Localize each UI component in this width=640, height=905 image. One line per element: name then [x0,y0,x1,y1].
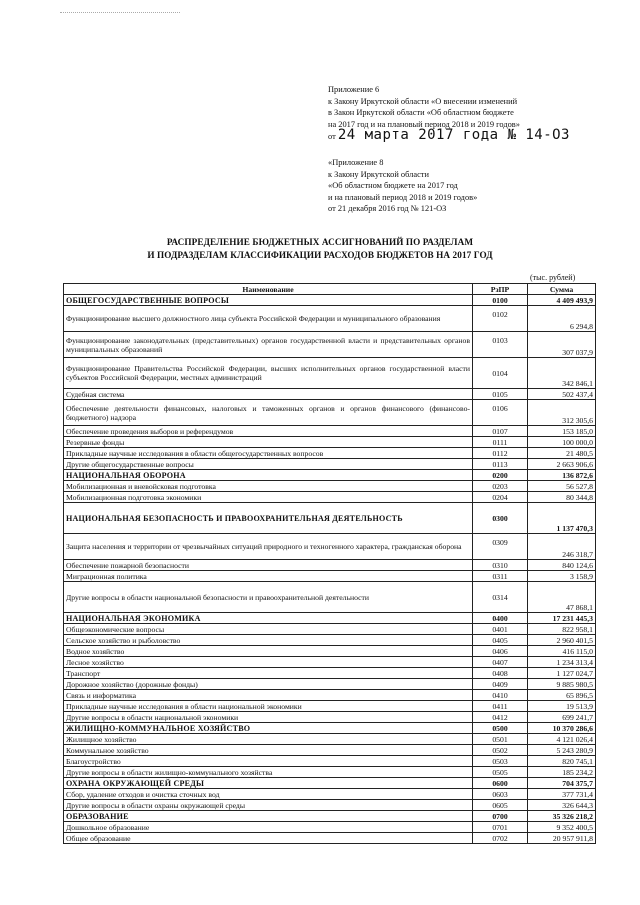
row-name: Связь и информатика [64,690,473,701]
annex-date-handwritten: 24 марта 2017 года № 14-ОЗ [337,127,570,144]
table-row [64,624,596,635]
row-sum: 56 527,8 [528,481,596,492]
row-name: Судебная система [64,389,473,400]
row-sum: 19 513,9 [528,701,596,712]
row-sum: 20 957 911,8 [528,833,596,844]
row-name: Дорожное хозяйство (дорожные фонды) [64,679,473,690]
section-row [64,295,596,306]
table-row [64,745,596,756]
row-name: Обеспечение пожарной безопасности [64,560,473,571]
table-row [64,657,596,668]
row-sum: 312 305,6 [528,400,596,426]
row-code: 0111 [473,437,528,448]
annex-line: Приложение 6 [328,85,380,94]
row-code: 0105 [473,389,528,400]
document-title [40,236,600,262]
annex-line: на 2017 год и на плановый период 2018 и 2019 годов» [328,119,520,129]
row-name: ЖИЛИЩНО-КОММУНАЛЬНОЕ ХОЗЯЙСТВО [64,723,473,734]
row-name: Жилищное хозяйство [64,734,473,745]
row-name: Дошкольное образование [64,822,473,833]
row-sum: 1 234 313,4 [528,657,596,668]
table-row [64,400,596,426]
table-row [64,534,596,560]
row-name: Прикладные научные исследования в области национальной экономики [64,701,473,712]
row-name: ОБРАЗОВАНИЕ [64,811,473,822]
row-name: Лесное хозяйство [64,657,473,668]
row-code: 0605 [473,800,528,811]
row-name: ОБЩЕГОСУДАРСТВЕННЫЕ ВОПРОСЫ [64,295,473,306]
row-name: НАЦИОНАЛЬНАЯ ЭКОНОМИКА [64,613,473,624]
table-row [64,389,596,400]
column-header-code: РзПР [473,284,528,295]
row-sum: 704 375,7 [528,778,596,789]
row-sum: 822 958,1 [528,624,596,635]
units-label: (тыс. рублей) [530,273,576,282]
row-name: Функционирование высшего должностного лица субъекта Российской Федерации и муниципального образования [64,306,473,332]
row-sum: 3 158,9 [528,571,596,582]
annex-line: к Закону Иркутской области «О внесении изменений [328,96,518,106]
annex-line: к Закону Иркутской области [328,169,429,179]
row-sum: 2 663 906,6 [528,459,596,470]
row-sum: 2 960 401,5 [528,635,596,646]
row-sum: 100 000,0 [528,437,596,448]
annex-date [328,127,628,144]
row-code: 0500 [473,723,528,734]
row-code: 0311 [473,571,528,582]
row-sum: 246 318,7 [528,534,596,560]
row-name: Мобилизационная и вневойсковая подготовка [64,481,473,492]
row-code: 0104 [473,358,528,389]
row-name: Коммунальное хозяйство [64,745,473,756]
row-name: Обеспечение проведения выборов и референдумов [64,426,473,437]
row-code: 0200 [473,470,528,481]
row-sum: 5 243 280,9 [528,745,596,756]
row-code: 0600 [473,778,528,789]
column-header-name: Наименование [64,284,473,295]
row-name: Другие общегосударственные вопросы [64,459,473,470]
row-code: 0314 [473,582,528,613]
table-row [64,582,596,613]
section-row [64,470,596,481]
column-header-sum: Сумма [528,284,596,295]
row-code: 0100 [473,295,528,306]
table-row [64,437,596,448]
row-name: Мобилизационная подготовка экономики [64,492,473,503]
row-code: 0411 [473,701,528,712]
section-row [64,811,596,822]
row-name: Прикладные научные исследования в области общегосударственных вопросов [64,448,473,459]
row-sum: 342 846,1 [528,358,596,389]
row-code: 0310 [473,560,528,571]
table-row [64,332,596,358]
row-code: 0107 [473,426,528,437]
row-sum: 136 872,6 [528,470,596,481]
table-row [64,712,596,723]
row-code: 0407 [473,657,528,668]
annex-line: в Закон Иркутской области «Об областном бюджете [328,108,514,118]
row-sum: 9 885 980,5 [528,679,596,690]
section-row [64,723,596,734]
row-name: Другие вопросы в области охраны окружающей среды [64,800,473,811]
row-code: 0603 [473,789,528,800]
annex-line: от 21 декабря 2016 год № 121-ОЗ [328,204,447,214]
table-row [64,789,596,800]
row-sum: 1 137 470,3 [528,503,596,534]
annex-line: и на плановый период 2018 и 2019 годов» [328,192,478,202]
row-code: 0502 [473,745,528,756]
table-row [64,701,596,712]
table-row [64,306,596,332]
row-sum: 699 241,7 [528,712,596,723]
table-row [64,800,596,811]
row-sum: 153 185,0 [528,426,596,437]
table-row [64,822,596,833]
row-name: Транспорт [64,668,473,679]
row-code: 0106 [473,400,528,426]
row-code: 0400 [473,613,528,624]
row-sum: 326 644,3 [528,800,596,811]
table-row [64,448,596,459]
row-name: Другие вопросы в области жилищно-коммунального хозяйства [64,767,473,778]
table-row [64,734,596,745]
row-code: 0405 [473,635,528,646]
table-row [64,560,596,571]
row-sum: 502 437,4 [528,389,596,400]
row-sum: 6 294,8 [528,306,596,332]
row-name: Защита населения и территории от чрезвычайных ситуаций природного и техногенного характера, гражданская оборона [64,534,473,560]
table-row [64,358,596,389]
original-annex-header [328,157,628,215]
row-code: 0102 [473,306,528,332]
row-sum: 17 231 445,3 [528,613,596,624]
table-row [64,833,596,844]
row-name: Благоустройство [64,756,473,767]
row-code: 0309 [473,534,528,560]
row-code: 0112 [473,448,528,459]
table-row [64,635,596,646]
row-name: Водное хозяйство [64,646,473,657]
row-name: ОХРАНА ОКРУЖАЮЩЕЙ СРЕДЫ [64,778,473,789]
annex-date-prefix: от [328,132,336,142]
row-name: Другие вопросы в области национальной экономики [64,712,473,723]
table-row [64,690,596,701]
row-code: 0406 [473,646,528,657]
row-sum: 307 037,9 [528,332,596,358]
row-code: 0103 [473,332,528,358]
table-row [64,426,596,437]
annex-line: «Об областном бюджете на 2017 год [328,181,458,191]
row-sum: 377 731,4 [528,789,596,800]
row-sum: 10 370 286,6 [528,723,596,734]
table-row [64,767,596,778]
row-sum: 185 234,2 [528,767,596,778]
row-name: Сбор, удаление отходов и очистка сточных вод [64,789,473,800]
row-name: Другие вопросы в области национальной безопасности и правоохранительной деятельности [64,582,473,613]
row-name: Общеэкономические вопросы [64,624,473,635]
row-code: 0410 [473,690,528,701]
row-code: 0113 [473,459,528,470]
section-row [64,613,596,624]
row-name: Обеспечение деятельности финансовых, налоговых и таможенных органов и органов финансового (финансово-бюджетного) надзора [64,400,473,426]
table-row [64,481,596,492]
table-row [64,756,596,767]
row-code: 0503 [473,756,528,767]
row-sum: 65 896,5 [528,690,596,701]
row-name: Функционирование Правительства Российской Федерации, высших исполнительных органов государственной власти субъектов Российской Федерации, местных администраций [64,358,473,389]
row-sum: 820 745,1 [528,756,596,767]
row-code: 0702 [473,833,528,844]
table-row [64,571,596,582]
row-sum: 80 344,8 [528,492,596,503]
row-sum: 9 352 400,5 [528,822,596,833]
row-sum: 21 480,5 [528,448,596,459]
scan-artifact [60,12,180,17]
section-row [64,778,596,789]
table-row [64,459,596,470]
row-name: Функционирование законодательных (представительных) органов государственной власти и представительных органов муниципальных образований [64,332,473,358]
row-sum: 47 868,1 [528,582,596,613]
row-code: 0505 [473,767,528,778]
row-name: Резервные фонды [64,437,473,448]
row-name: НАЦИОНАЛЬНАЯ ОБОРОНА [64,470,473,481]
row-code: 0203 [473,481,528,492]
row-sum: 4 121 026,4 [528,734,596,745]
annex-header [328,84,628,143]
row-code: 0501 [473,734,528,745]
row-sum: 416 115,0 [528,646,596,657]
row-sum: 1 127 024,7 [528,668,596,679]
row-code: 0409 [473,679,528,690]
row-name: Миграционная политика [64,571,473,582]
row-code: 0700 [473,811,528,822]
row-code: 0300 [473,503,528,534]
table-row [64,646,596,657]
row-code: 0401 [473,624,528,635]
row-sum: 35 326 218,2 [528,811,596,822]
section-row [64,503,596,534]
table-header-row [64,284,596,295]
row-name: НАЦИОНАЛЬНАЯ БЕЗОПАСНОСТЬ И ПРАВООХРАНИТЕЛЬНАЯ ДЕЯТЕЛЬНОСТЬ [64,503,473,534]
row-code: 0204 [473,492,528,503]
title-line: И ПОДРАЗДЕЛАМ КЛАССИФИКАЦИИ РАСХОДОВ БЮДЖЕТОВ НА 2017 ГОД [147,249,493,260]
title-line: РАСПРЕДЕЛЕНИЕ БЮДЖЕТНЫХ АССИГНОВАНИЙ ПО РАЗДЕЛАМ [166,237,474,247]
table-row [64,679,596,690]
annex-line: «Приложение 8 [328,158,384,167]
row-code: 0412 [473,712,528,723]
table-row [64,668,596,679]
row-sum: 840 124,6 [528,560,596,571]
row-sum: 4 409 493,9 [528,295,596,306]
row-name: Общее образование [64,833,473,844]
table-row [64,492,596,503]
row-name: Сельское хозяйство и рыболовство [64,635,473,646]
budget-table [63,283,596,844]
row-code: 0701 [473,822,528,833]
row-code: 0408 [473,668,528,679]
